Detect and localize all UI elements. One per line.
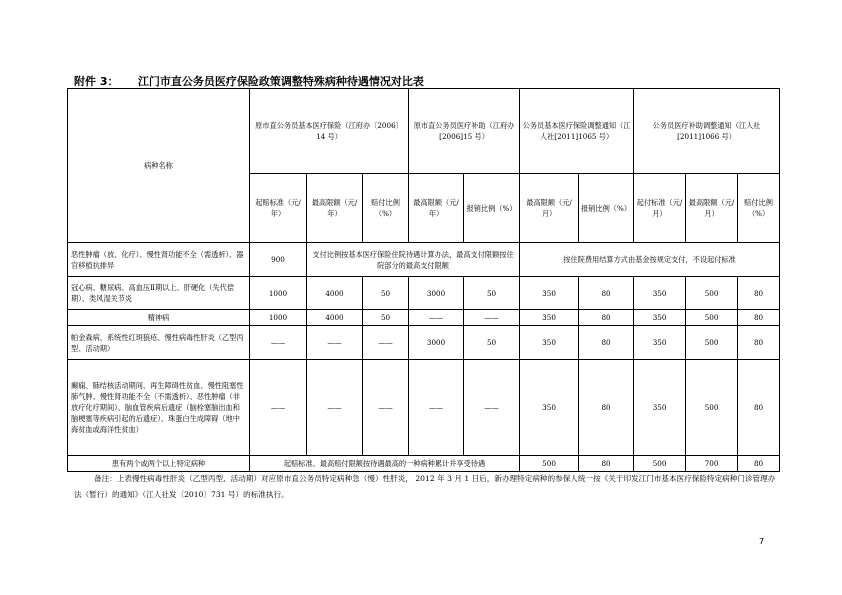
header-group1: 原市直公务员基本医疗保险（江府办〔2006〕14 号） [250,89,409,174]
header-g4-c1: 起付标准（元/月） [634,174,686,243]
value-cell: 50 [464,277,520,310]
header-g1-c1: 起赔标准（元/年） [250,174,307,243]
merged-policy-cell: 起赔标准、最高赔付限额按待遇最高的一种病种累计并享受待遇 [250,456,520,472]
value-cell: 500 [686,277,738,310]
value-cell: 4000 [307,310,363,326]
value-cell: 80 [579,326,634,360]
header-row-1 [68,89,780,174]
value-cell: —— [250,326,307,360]
value-cell: 700 [686,456,738,472]
value-cell: 80 [738,277,780,310]
title-text: 江门市直公务员医疗保险政策调整特殊病种待遇情况对比表 [137,75,424,88]
footnote: 备注：上表慢性病毒性肝炎（乙型丙型、活动期）对应原市直公务员特定病种急（慢）性肝炎， 2012 年 3 月 1 日后，新办理特定病种的参保人统一按《关于印发江门市基本医疗保险特定病种门诊管理办法（暂行）的通知》（江人社发〔2010〕731 号）的标准执行。 [74,474,776,499]
header-disease-name: 病种名称 [68,89,250,243]
value-cell: 50 [464,326,520,360]
attachment-label: 附件 3： [74,75,119,88]
value-cell: —— [363,326,409,360]
header-g3-c1: 最高限额（元/月） [520,174,579,243]
value-cell: —— [409,310,464,326]
header-g2-c2: 报销比例（%） [464,174,520,243]
value-cell: —— [464,310,520,326]
disease-name-cell: 患有两个或两个以上特定病种 [68,456,250,472]
merged-policy-cell: 支付比例按基本医疗保险住院待遇计算办法，最高支付限额按住院部分的最高支付限额 [307,243,520,277]
value-cell: 4000 [307,277,363,310]
value-cell: 350 [520,326,579,360]
table-row [68,310,780,326]
value-cell: 350 [520,277,579,310]
header-g2-c1: 最高限额（元/年） [409,174,464,243]
value-cell: 500 [686,310,738,326]
disease-name-cell: 癫痫、肺结核活动期间、再生障碍性贫血、慢性阻塞性肺气肿、慢性肾功能不全（不需透析）、恶性肿瘤（非放疗化疗期间）、脑血管疾病后遗症（脑栓塞脑出血和脑梗塞等疾病引起的后遗症）、珠蛋白生成障碍（地中海贫血或海洋性贫血） [68,360,250,456]
disease-name-cell: 精神病 [68,310,250,326]
header-group4: 公务员医疗补助调整通知（江人社[2011]1066 号） [634,89,780,174]
value-cell: —— [307,326,363,360]
value-cell: 3000 [409,326,464,360]
header-g3-c2: 报销比例（%） [579,174,634,243]
value-cell: 900 [250,243,307,277]
value-cell: 350 [634,310,686,326]
header-g4-c3: 赔付比例（%） [738,174,780,243]
value-cell: 80 [579,456,634,472]
value-cell: 3000 [409,277,464,310]
value-cell: 500 [520,456,579,472]
table-row [68,243,780,277]
disease-name-cell: 冠心病、糖尿病、高血压Ⅱ期以上、肝硬化（失代偿期）、类风湿关节炎 [68,277,250,310]
value-cell: 80 [738,456,780,472]
value-cell: 80 [579,360,634,456]
value-cell: 80 [738,310,780,326]
value-cell: 500 [686,326,738,360]
value-cell: 500 [686,360,738,456]
header-g1-c2: 最高限额（元/年） [307,174,363,243]
header-group3: 公务员基本医疗保险调整通知（江人社[2011]1065 号） [520,89,634,174]
value-cell: 1000 [250,310,307,326]
value-cell: 80 [579,310,634,326]
table-row [68,360,780,456]
table-row [68,326,780,360]
merged-policy-cell: 按住院费用结算方式由基金按规定支付，不设起付标准 [520,243,780,277]
value-cell: 350 [634,277,686,310]
header-g4-c2: 最高限额（元/月） [686,174,738,243]
value-cell: 50 [363,310,409,326]
value-cell: —— [250,360,307,456]
value-cell: 50 [363,277,409,310]
value-cell: 350 [634,326,686,360]
table-row [68,456,780,472]
table-row [68,277,780,310]
page-number: 7 [759,537,765,546]
value-cell: 500 [634,456,686,472]
document-title [74,73,424,89]
value-cell: 350 [634,360,686,456]
value-cell: 350 [520,360,579,456]
disease-name-cell: 恶性肿瘤（放、化疗）、慢性肾功能不全（需透析）、器官移植抗排异 [68,243,250,277]
comparison-table [67,88,780,472]
value-cell: 1000 [250,277,307,310]
value-cell: —— [409,360,464,456]
value-cell: —— [464,360,520,456]
header-g1-c3: 赔付比例（%） [363,174,409,243]
value-cell: 350 [520,310,579,326]
header-group2: 原市直公务员医疗补助（江府办[2006]15 号） [409,89,520,174]
value-cell: —— [307,360,363,456]
value-cell: 80 [738,360,780,456]
value-cell: 80 [738,326,780,360]
disease-name-cell: 帕金森病、系统性红斑狼疮、慢性病毒性肝炎（乙型丙型、活动期） [68,326,250,360]
value-cell: 80 [579,277,634,310]
value-cell: —— [363,360,409,456]
